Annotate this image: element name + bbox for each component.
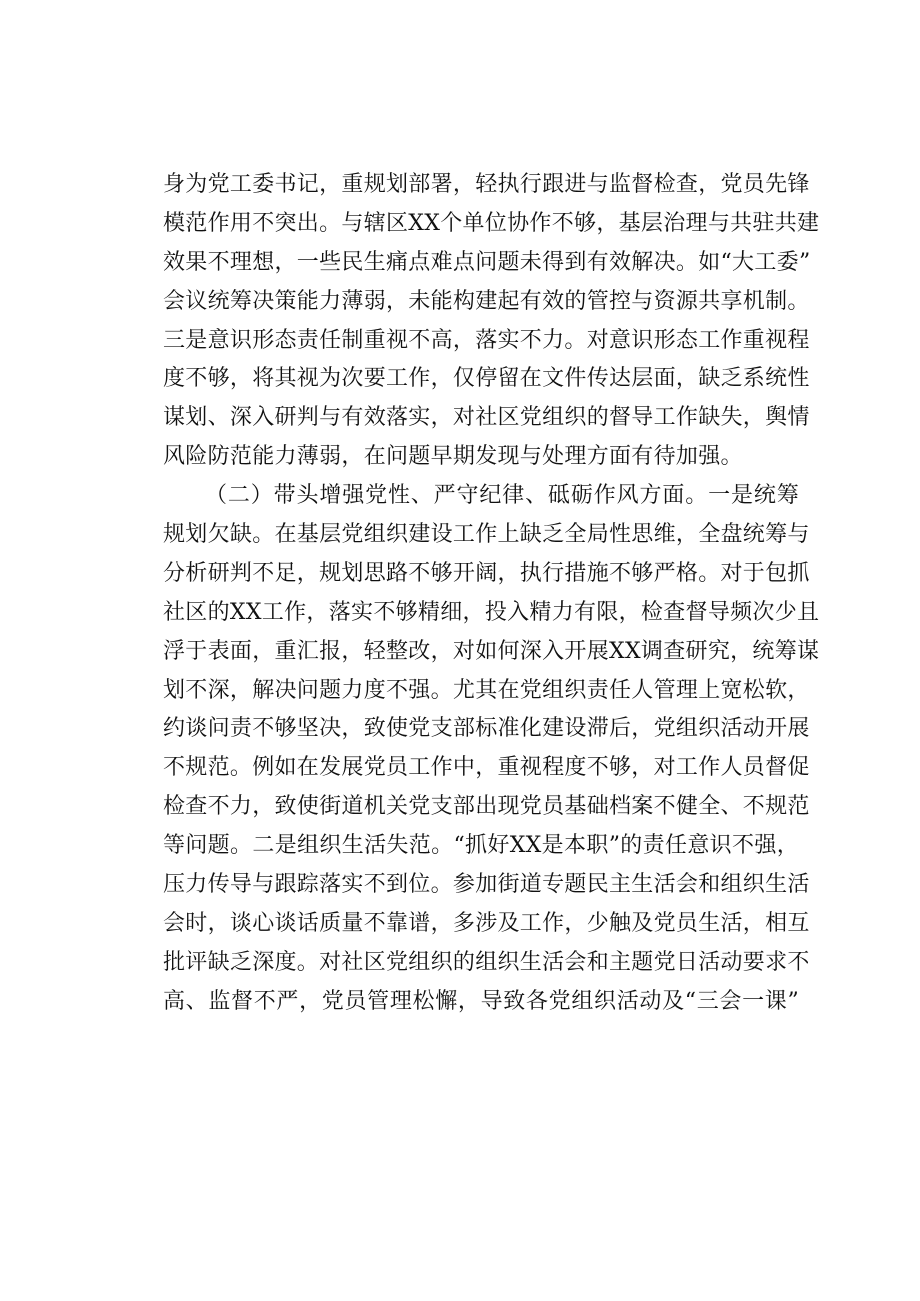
text-line: 压力传导与跟踪落实不到位。参加街道专题民主生活会和组织生活 xyxy=(163,872,810,898)
text-line: 社区的XX工作，落实不够精细，投入精力有限，检查督导频次少且 xyxy=(163,599,820,625)
text-line: 风险防范能力薄弱，在问题早期发现与处理方面有待加强。 xyxy=(163,444,743,470)
text-line: 浮于表面，重汇报，轻整改，对如何深入开展XX调查研究，统筹谋 xyxy=(163,638,820,664)
paragraph-1 xyxy=(163,166,820,477)
text-line: 模范作用不突出。与辖区XX个单位协作不够，基层治理与共驻共建 xyxy=(163,210,820,236)
text-line: 身为党工委书记，重规划部署，轻执行跟进与监督检查，党员先锋 xyxy=(163,172,810,197)
text-line: 等问题。二是组织生活失范。“抓好XX是本职”的责任意识不强， xyxy=(163,833,799,859)
text-line: 谋划、深入研判与有效落实，对社区党组织的督导工作缺失，舆情 xyxy=(163,405,810,431)
text-line: 约谈问责不够坚决，致使党支部标准化建设滞后，党组织活动开展 xyxy=(163,716,810,742)
text-line: 批评缺乏深度。对社区党组织的组织生活会和主题党日活动要求不 xyxy=(163,949,810,975)
document-body xyxy=(163,166,820,1022)
text-line: 划不深，解决问题力度不强。尤其在党组织责任人管理上宽松软， xyxy=(163,677,810,703)
text-line: 分析研判不足，规划思路不够开阔，执行措施不够严格。对于包抓 xyxy=(163,560,810,586)
text-line: 会议统筹决策能力薄弱，未能构建起有效的管控与资源共享机制。 xyxy=(163,288,810,314)
text-line: 检查不力，致使街道机关党支部出现党员基础档案不健全、不规范 xyxy=(163,794,810,820)
text-line: 规划欠缺。在基层党组织建设工作上缺乏全局性思维，全盘统筹与 xyxy=(163,522,810,548)
text-line: 会时，谈心谈话质量不靠谱，多涉及工作，少触及党员生活，相互 xyxy=(163,910,810,936)
paragraph-2 xyxy=(163,477,820,1021)
text-line: 高、监督不严，党员管理松懈，导致各党组织活动及“三会一课” xyxy=(163,988,799,1014)
text-line: 度不够，将其视为次要工作，仅停留在文件传达层面，缺乏系统性 xyxy=(163,366,810,392)
text-line: （二）带头增强党性、严守纪律、砥砺作风方面。一是统筹 xyxy=(205,483,799,509)
text-line: 三是意识形态责任制重视不高，落实不力。对意识形态工作重视程 xyxy=(163,327,810,353)
text-line: 不规范。例如在发展党员工作中，重视程度不够，对工作人员督促 xyxy=(163,755,810,781)
text-line: 效果不理想，一些民生痛点难点问题未得到有效解决。如“大工委” xyxy=(163,249,811,275)
